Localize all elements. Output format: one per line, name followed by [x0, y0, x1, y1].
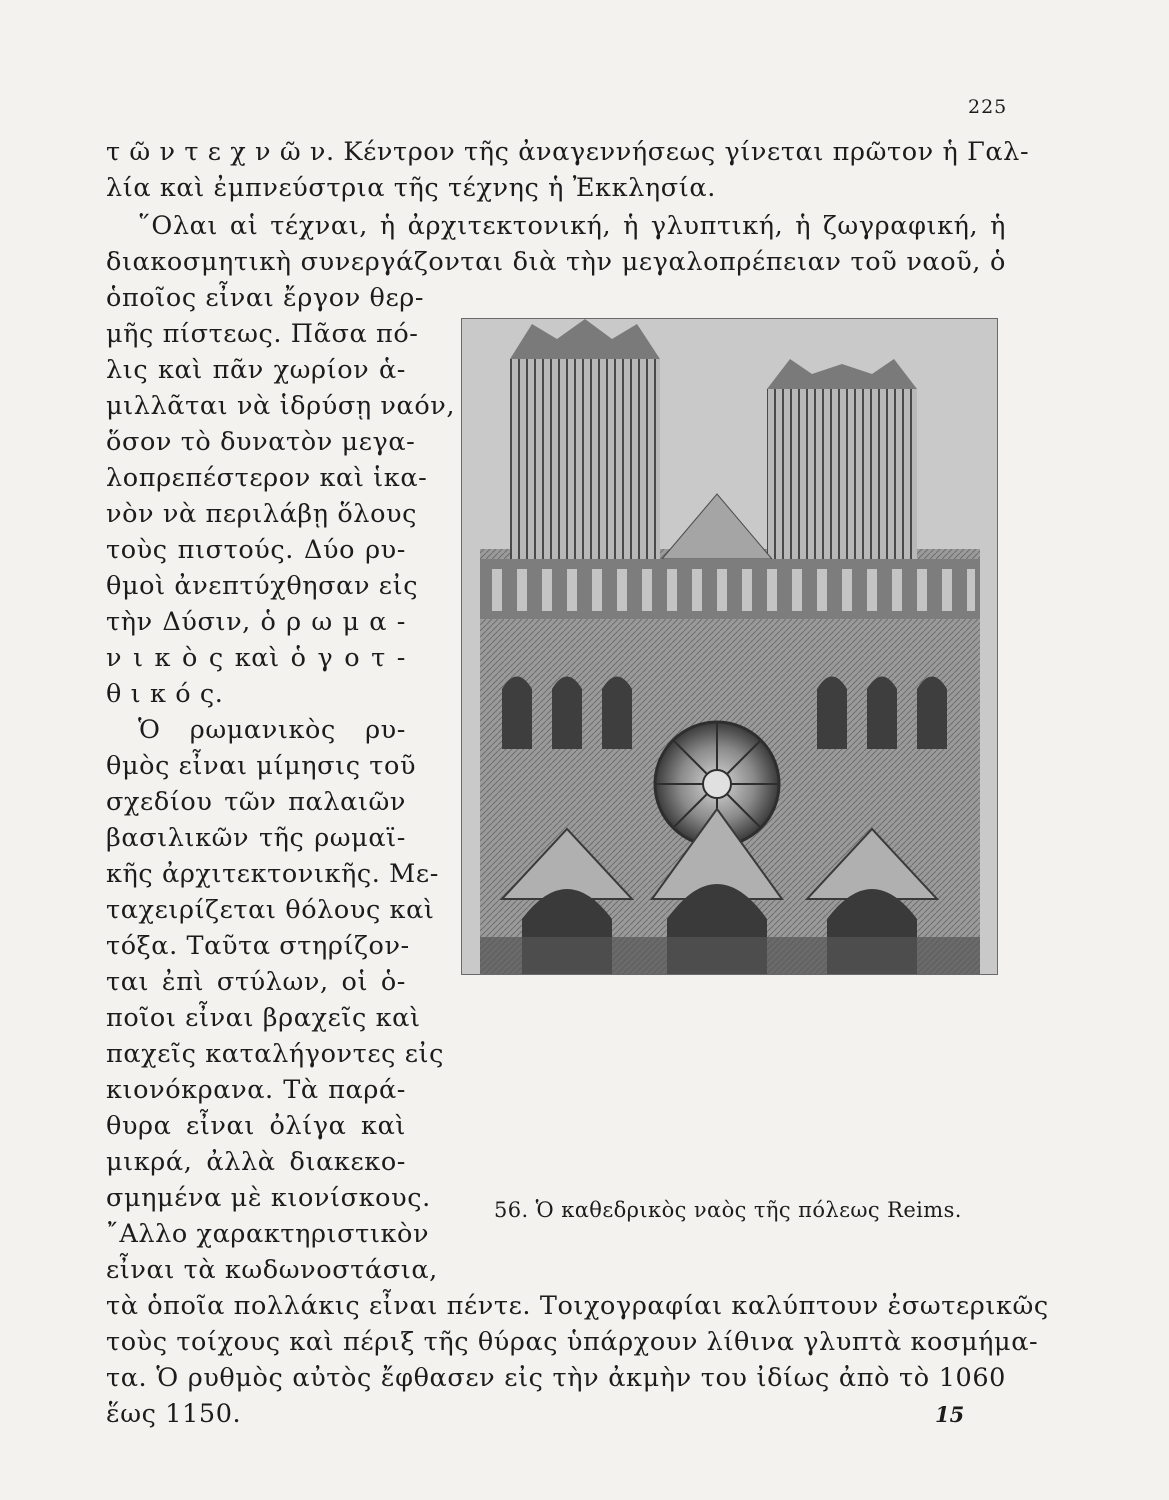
text-line: εἶναι τὰ κωδωνοστάσια,	[106, 1255, 438, 1285]
page-number: 225	[968, 96, 1008, 118]
text-line: θ ι κ ό ς.	[106, 679, 224, 709]
text-line: τὰ ὁποῖα πολλάκις εἶναι πέντε. Τοιχογραφίαι καλύπτουν ἐσωτερικῶς	[106, 1291, 1049, 1321]
text-line: τ ῶ ν τ ε χ ν ῶ ν. Κέντρον τῆς ἀναγεννήσεως γίνεται πρῶτον ἡ Γαλ-	[106, 137, 1030, 167]
text-line: μικρά, ἀλλὰ διακεκο-	[106, 1147, 406, 1177]
text-line: ταχειρίζεται θόλους καὶ	[106, 895, 435, 925]
text-line: νὸν νὰ περιλάβῃ ὅλους	[106, 499, 418, 529]
cathedral-figure	[461, 318, 998, 975]
text-line: μῆς πίστεως. Πᾶσα πό-	[106, 319, 419, 349]
text-line: τοὺς πιστούς. Δύο ρυ-	[106, 535, 406, 565]
text-line: κιονόκρανα. Τὰ παρά-	[106, 1075, 406, 1105]
text-line: λοπρεπέστερον καὶ ἱκα-	[106, 463, 428, 493]
text-line: ἕως 1150.	[106, 1399, 242, 1429]
text-line: τόξα. Ταῦτα στηρίζον-	[106, 931, 410, 961]
text-line: θυρα εἶναι ὀλίγα καὶ	[106, 1111, 406, 1141]
text-line: διακοσμητικὴ συνεργάζονται διὰ τὴν μεγαλοπρέπειαν τοῦ ναοῦ, ὁ	[106, 247, 1006, 277]
text-line: Ὁ ρωμανικὸς ρυ-	[138, 715, 406, 745]
text-line: θμὸς εἶναι μίμησις τοῦ	[106, 751, 417, 781]
text-line: λία καὶ ἐμπνεύστρια τῆς τέχνης ἡ Ἐκκλησία.	[106, 173, 716, 203]
text-line: ὁποῖος εἶναι ἔργον θερ-	[106, 283, 425, 313]
text-line: σμημένα μὲ κιονίσκους.	[106, 1183, 431, 1213]
text-line: τὴν Δύσιν, ὁ ρ ω μ α -	[106, 607, 406, 637]
text-line: κῆς ἀρχιτεκτονικῆς. Με-	[106, 859, 439, 889]
text-line: ῎Αλλο χαρακτηριστικὸν	[106, 1219, 430, 1249]
text-line: ῞Ολαι αἱ τέχναι, ἡ ἀρχιτεκτονική, ἡ γλυπτική, ἡ ζωγραφική, ἡ	[138, 211, 1006, 241]
text-line: λις καὶ πᾶν χωρίον ἁ-	[106, 355, 406, 385]
cathedral-illustration	[462, 319, 997, 974]
signature-mark: 15	[935, 1402, 965, 1427]
text-line: ὅσον τὸ δυνατὸν μεγα-	[106, 427, 416, 457]
text-line: ται ἐπὶ στύλων, οἱ ὁ-	[106, 967, 406, 997]
text-line: σχεδίου τῶν παλαιῶν	[106, 787, 406, 817]
text-line: μιλλᾶται νὰ ἱδρύσῃ ναόν,	[106, 391, 456, 421]
text-line: τα. Ὁ ρυθμὸς αὐτὸς ἔφθασεν εἰς τὴν ἀκμὴν του ἰδίως ἀπὸ τὸ 1060	[106, 1363, 1006, 1393]
text-line: ποῖοι εἶναι βραχεῖς καὶ	[106, 1003, 421, 1033]
text-line: τοὺς τοίχους καὶ πέριξ τῆς θύρας ὑπάρχουν λίθινα γλυπτὰ κοσμήμα-	[106, 1327, 1039, 1357]
text-line: παχεῖς καταλήγοντες εἰς	[106, 1039, 445, 1069]
text-line: βασιλικῶν τῆς ρωμαϊ-	[106, 823, 406, 853]
text-line: θμοὶ ἀνεπτύχθησαν εἰς	[106, 571, 419, 601]
text-line: ν ι κ ὸ ς καὶ ὁ γ ο τ -	[106, 643, 406, 673]
figure-caption: 56. Ὁ καθεδρικὸς ναὸς τῆς πόλεως Reims.	[494, 1198, 962, 1222]
